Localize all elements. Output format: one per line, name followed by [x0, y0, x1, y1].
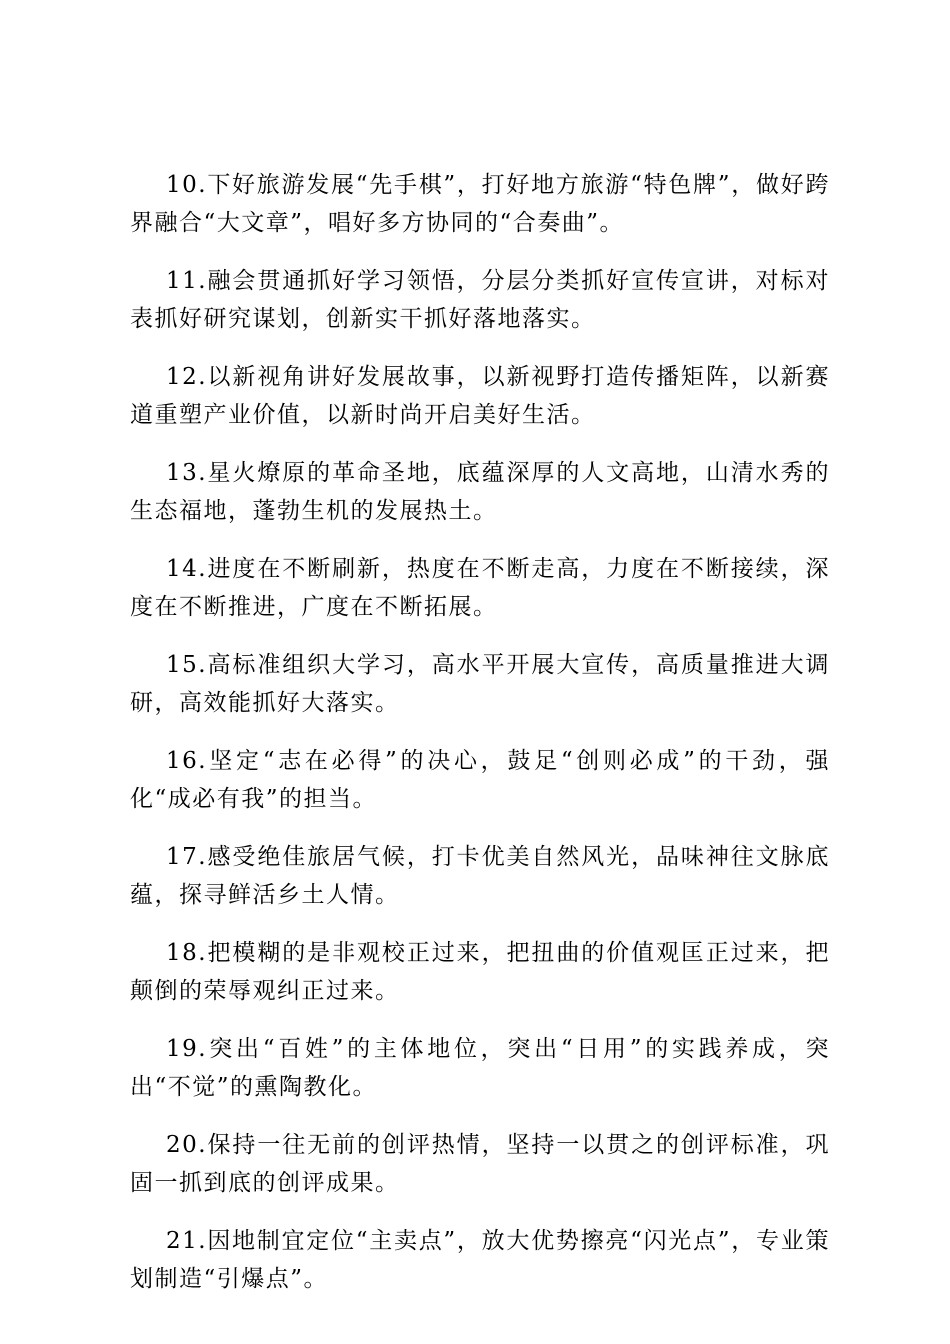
paragraph-18: 18.把模糊的是非观校正过来，把扭曲的价值观匡正过来，把颠倒的荣辱观纠正过来。 — [130, 940, 830, 1004]
paragraph-20: 20.保持一往无前的创评热情，坚持一以贯之的创评标准，巩固一抓到底的创评成果。 — [130, 1132, 830, 1196]
paragraph-21: 21.因地制宜定位“主卖点”，放大优势擦亮“闪光点”，专业策划制造“引爆点”。 — [130, 1228, 830, 1292]
paragraph-16: 16.坚定“志在必得”的决心，鼓足“创则必成”的干劲，强化“成必有我”的担当。 — [130, 748, 830, 812]
paragraph-10: 10.下好旅游发展“先手棋”，打好地方旅游“特色牌”，做好跨界融合“大文章”，唱好多方协同的“合奏曲”。 — [130, 172, 830, 236]
paragraph-14: 14.进度在不断刷新，热度在不断走高，力度在不断接续，深度在不断推进，广度在不断拓展。 — [130, 556, 830, 620]
paragraph-17: 17.感受绝佳旅居气候，打卡优美自然风光，品味神往文脉底蕴，探寻鲜活乡土人情。 — [130, 844, 830, 908]
paragraph-12: 12.以新视角讲好发展故事，以新视野打造传播矩阵，以新赛道重塑产业价值，以新时尚开启美好生活。 — [130, 364, 830, 428]
paragraph-15: 15.高标准组织大学习，高水平开展大宣传，高质量推进大调研，高效能抓好大落实。 — [130, 652, 830, 716]
paragraph-11: 11.融会贯通抓好学习领悟，分层分类抓好宣传宣讲，对标对表抓好研究谋划，创新实干抓好落地落实。 — [130, 268, 830, 332]
paragraph-19: 19.突出“百姓”的主体地位，突出“日用”的实践养成，突出“不觉”的熏陶教化。 — [130, 1036, 830, 1100]
paragraph-13: 13.星火燎原的革命圣地，底蕴深厚的人文高地，山清水秀的生态福地，蓬勃生机的发展热土。 — [130, 460, 830, 524]
document-body — [130, 166, 830, 1318]
